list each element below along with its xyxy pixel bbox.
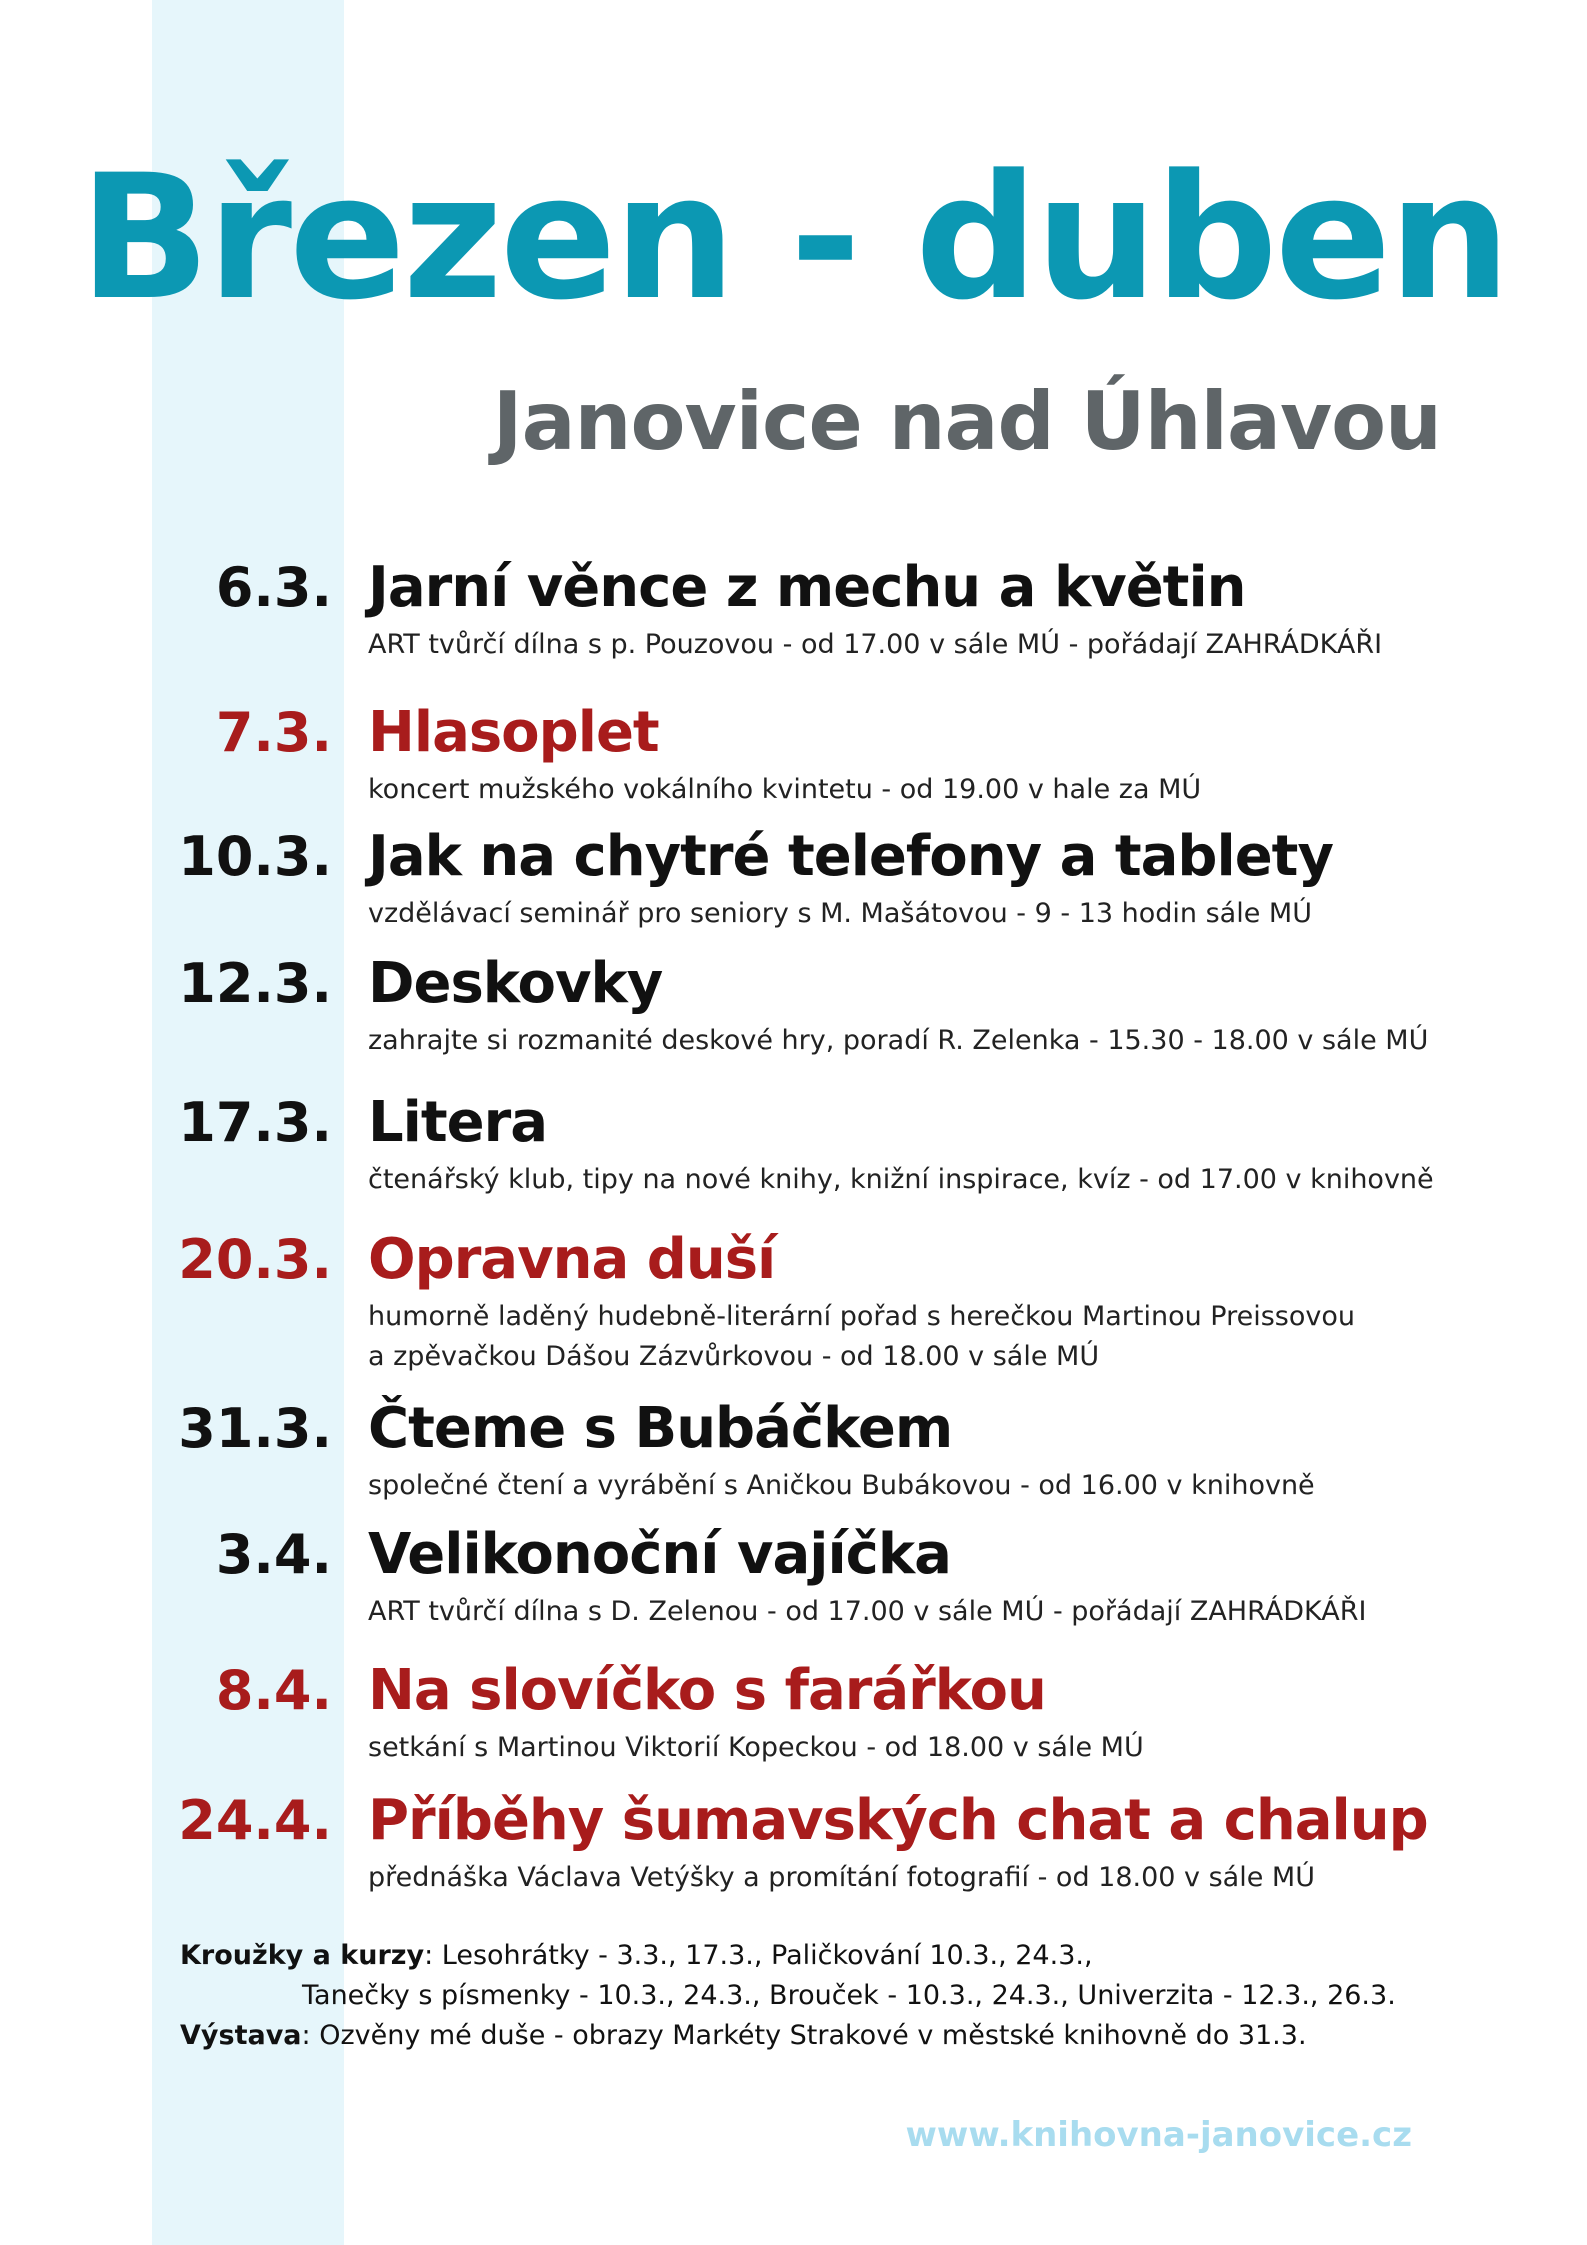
- event-title: Deskovky: [368, 951, 663, 1016]
- event-title: Na slovíčko s farářkou: [368, 1658, 1046, 1723]
- event-description: ART tvůrčí dílna s p. Pouzovou - od 17.00 v sále MÚ - pořádají ZAHRÁDKÁŘI: [368, 629, 1383, 660]
- exhibition-label: Výstava: [180, 2020, 302, 2051]
- event-description: čtenářský klub, tipy na nové knihy, knižní inspirace, kvíz - od 17.00 v knihovně: [368, 1164, 1434, 1195]
- event-date: 7.3.: [215, 701, 332, 764]
- courses-label: Kroužky a kurzy: [180, 1940, 425, 1971]
- event-title: Jak na chytré telefony a tablety: [368, 824, 1333, 889]
- event-description: koncert mužského vokálního kvintetu - od 19.00 v hale za MÚ: [368, 774, 1202, 805]
- courses-line-continued: Tanečky s písmenky - 10.3., 24.3., Brouček - 10.3., 24.3., Univerzita - 12.3., 26.3.: [302, 1980, 1396, 2011]
- event-description: zahrajte si rozmanité deskové hry, poradí R. Zelenka - 15.30 - 18.00 v sále MÚ: [368, 1025, 1429, 1056]
- page-subtitle: Janovice nad Úhlavou: [492, 375, 1441, 468]
- event-title: Litera: [368, 1090, 548, 1155]
- courses-line: [180, 1936, 1396, 1976]
- event-description: přednáška Václava Vetýšky a promítání fotografií - od 18.00 v sále MÚ: [368, 1862, 1315, 1893]
- event-date: 24.4.: [178, 1789, 332, 1852]
- event-title: Hlasoplet: [368, 700, 659, 765]
- event-date: 10.3.: [178, 825, 332, 888]
- event-date: 6.3.: [215, 556, 332, 619]
- event-description: humorně laděný hudebně-literární pořad s herečkou Martinou Preissovou a zpěvačkou Dášou Zázvůrkovou - od 18.00 v sále MÚ: [368, 1301, 1355, 1372]
- event-description: ART tvůrčí dílna s D. Zelenou - od 17.00 v sále MÚ - pořádají ZAHRÁDKÁŘI: [368, 1596, 1367, 1627]
- exhibition-line: [180, 2016, 1396, 2056]
- event-title: Opravna duší: [368, 1227, 776, 1292]
- event-date: 31.3.: [178, 1397, 332, 1460]
- event-description: společné čtení a vyrábění s Aničkou Bubákovou - od 16.00 v knihovně: [368, 1470, 1315, 1501]
- event-date: 8.4.: [215, 1659, 332, 1722]
- event-title: Velikonoční vajíčka: [368, 1522, 951, 1587]
- courses-text: : Lesohrátky - 3.3., 17.3., Paličkování 10.3., 24.3.,: [424, 1940, 1093, 1971]
- event-date: 12.3.: [178, 952, 332, 1015]
- footer-info: [180, 1936, 1396, 2056]
- event-title: Příběhy šumavských chat a chalup: [368, 1788, 1428, 1853]
- page-title: Březen - duben: [79, 137, 1508, 338]
- event-date: 17.3.: [178, 1091, 332, 1154]
- exhibition-text: : Ozvěny mé duše - obrazy Markéty Strakové v městské knihovně do 31.3.: [301, 2020, 1307, 2051]
- event-date: 20.3.: [178, 1228, 332, 1291]
- event-title: Jarní věnce z mechu a květin: [368, 555, 1246, 620]
- event-title: Čteme s Bubáčkem: [368, 1396, 953, 1461]
- event-date: 3.4.: [215, 1523, 332, 1586]
- event-description: setkání s Martinou Viktorií Kopeckou - od 18.00 v sále MÚ: [368, 1732, 1144, 1763]
- website-url: www.knihovna-janovice.cz: [905, 2115, 1412, 2155]
- event-description: vzdělávací seminář pro seniory s M. Mašátovou - 9 - 13 hodin sále MÚ: [368, 898, 1312, 929]
